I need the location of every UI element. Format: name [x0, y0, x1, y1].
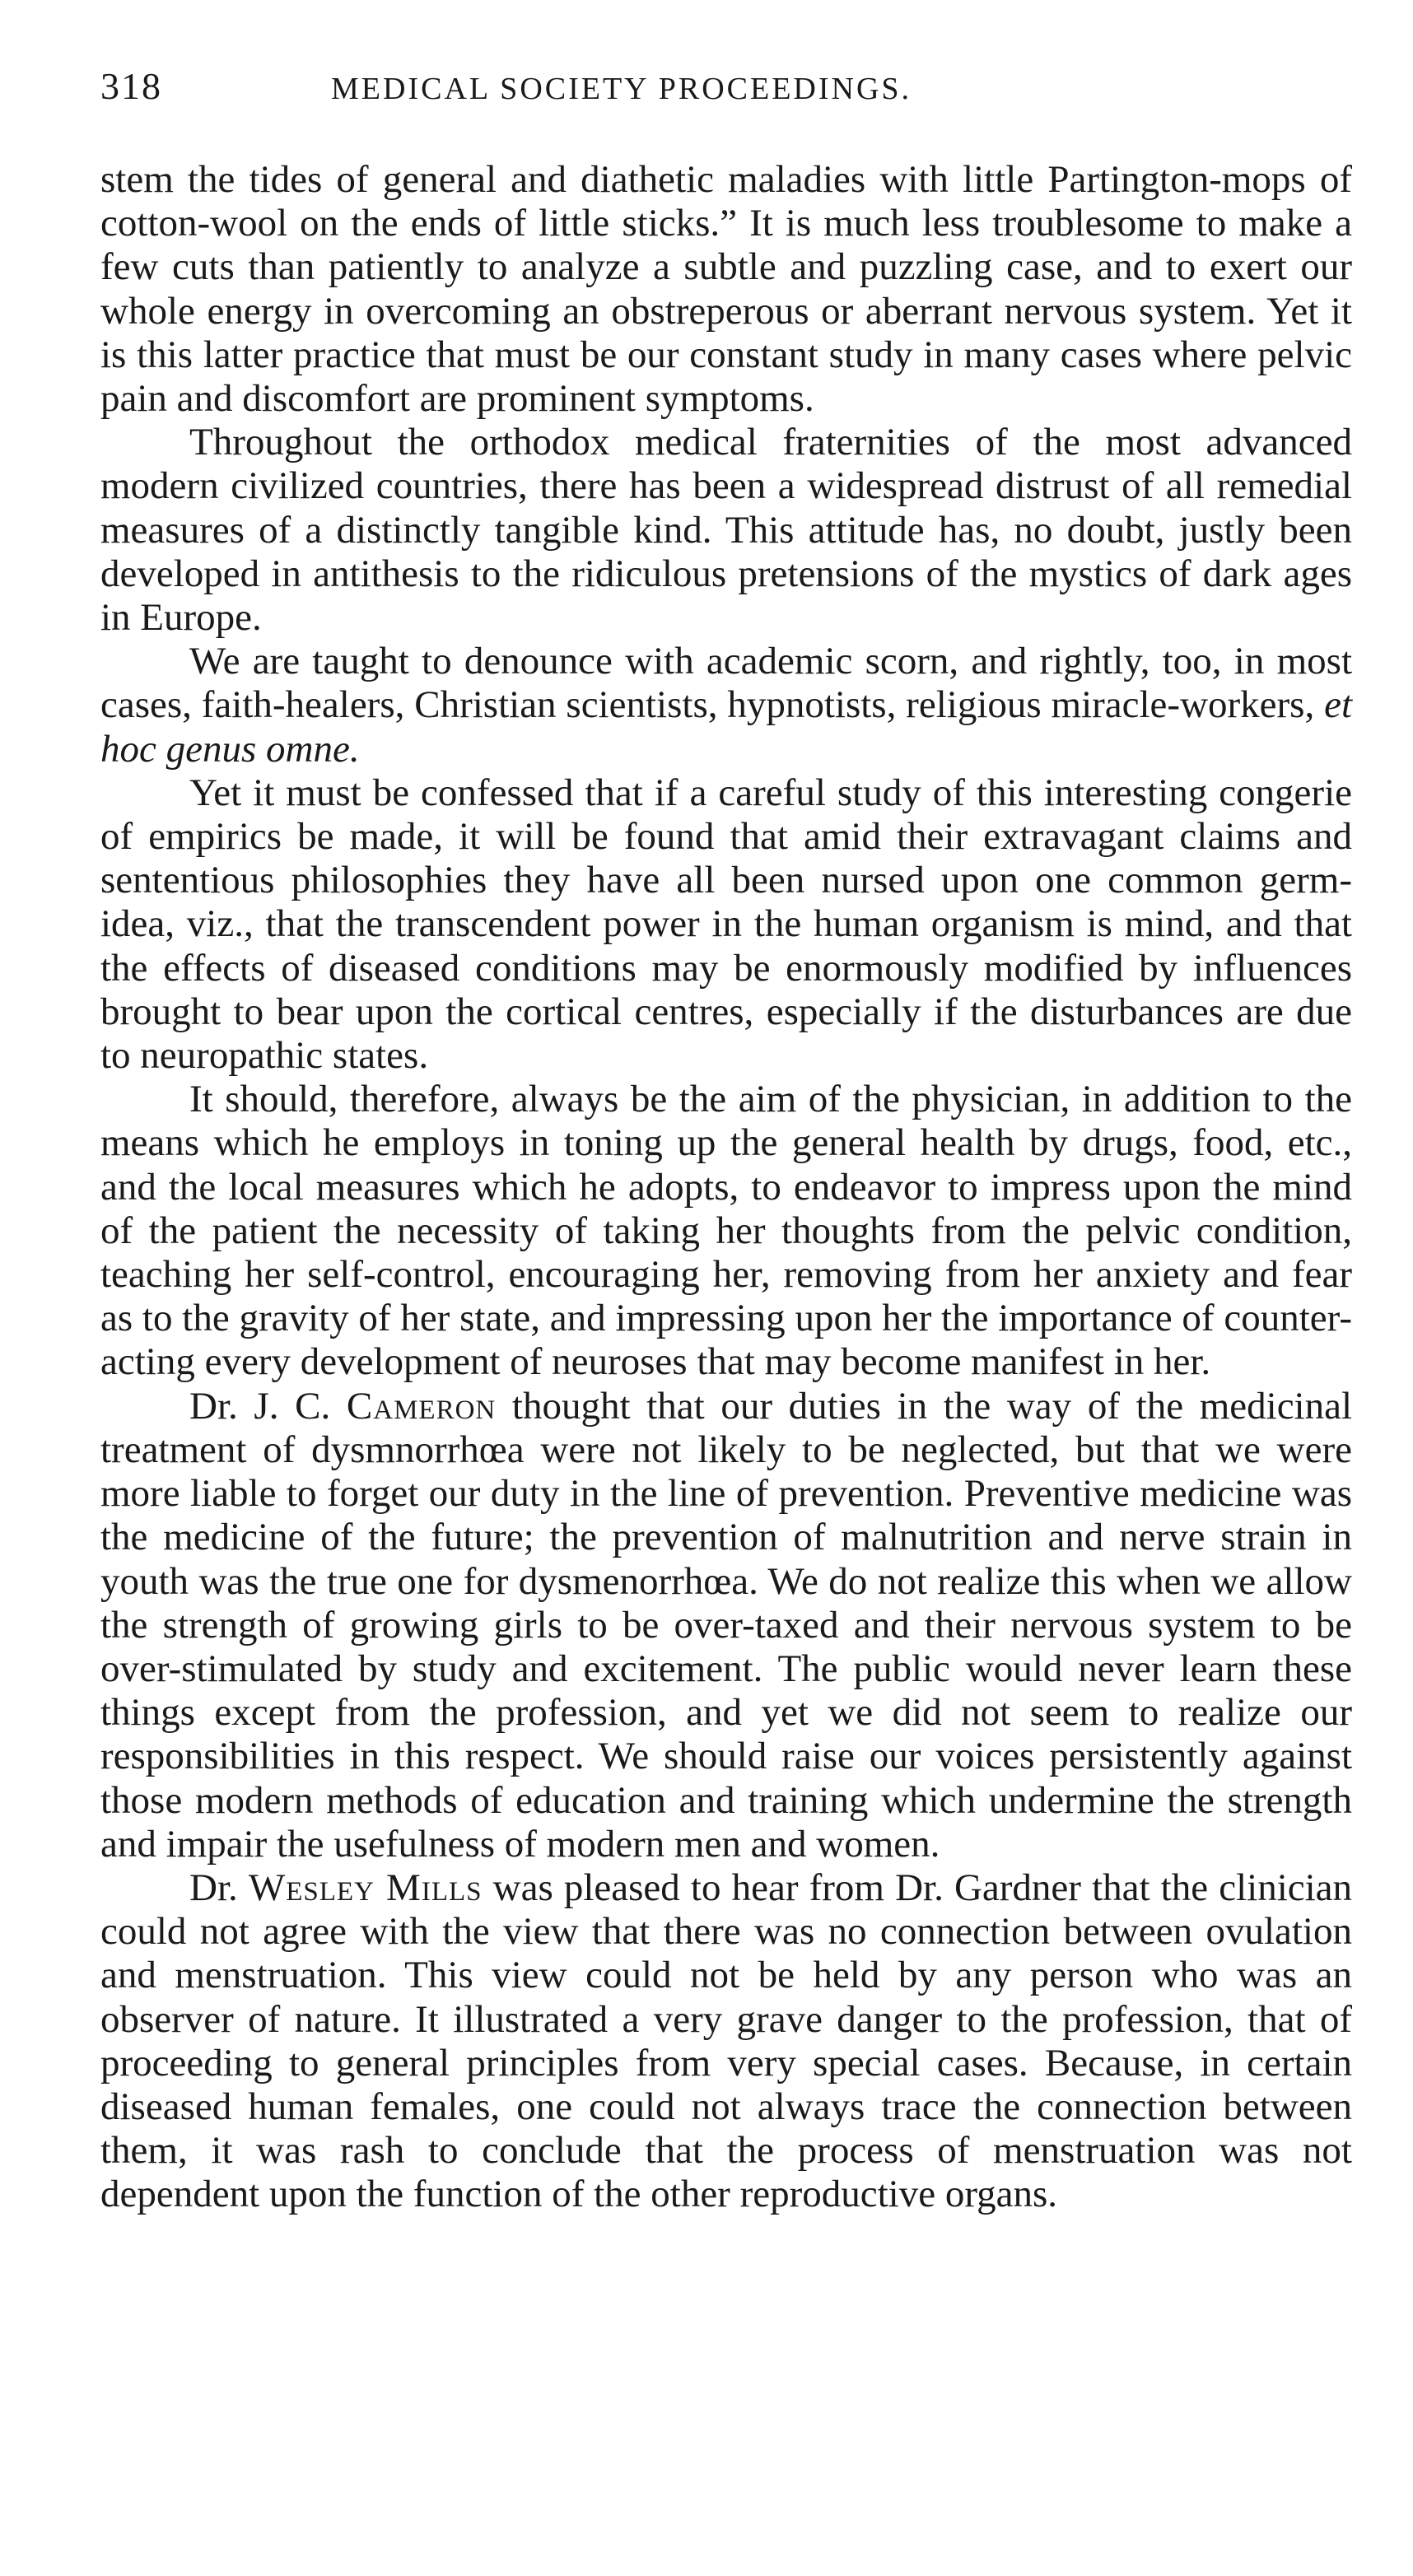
- paragraph-academic-scorn: [100, 640, 1352, 771]
- paragraph-wesley-mills: [100, 1866, 1352, 2217]
- paragraph-text: was pleased to hear from Dr. Gardner that the clinician could not agree with the view that there was no connection between ovulation and menstruation. This view could not be held by any person who was an observer of nature. It illustrated a very grave danger to the profession, that of proceeding to general principles from very special cases. Because, in certain diseased human females, one could not always trace the connection between them, it was rash to conclude that the process of menstruation was not dependent upon the function of the other reproductive organs.: [100, 1866, 1353, 2216]
- paragraph-text: Throughout the orthodox medical fraternities of the most advanced modern civilized countries, there has been a widespread distrust of all remedial measures of a distinctly tangible kind. This attitude has, no doubt, justly been developed in antithesis to the ridiculous pretensions of the mystics of dark ages in Europe.: [100, 421, 1352, 640]
- paragraph-physician-aim: [100, 1078, 1352, 1384]
- paragraph-text: It should, therefore, always be the aim of the physician, in addition to the means which he employs in toning up the general health by drugs, food, etc., and the local measures which he adopts, to endeavor to impress upon the mind of the patient the necessity of taking her thoughts from the pelvic condition, teaching her self-control, encouraging her, removing from her anxiety and fear as to the gravity of her state, and impressing upon her the importance of counter-acting every development of neuroses that may become manifest in her.: [100, 1078, 1352, 1384]
- paragraph-text: stem the tides of general and diathetic maladies with little Partington-mops of cotton-wool on the ends of little sticks.” It is much less troublesome to make a few cuts than patiently to analyze a subtle and puzzling case, and to exert our whole energy in overcoming an obstreperous or aberrant nervous system. Yet it is this latter practice that must be our constant study in many cases where pelvic pain and discomfort are prominent symptoms.: [100, 158, 1352, 421]
- paragraph-continuation: [100, 158, 1352, 421]
- latin-phrase: et hoc genus omne.: [100, 683, 1352, 771]
- page-number: 318: [100, 65, 162, 107]
- paragraph-empirics: [100, 771, 1352, 1078]
- speaker-name: Wesley Mills: [248, 1866, 483, 1909]
- paragraph-text: thought that our duties in the way of the medicinal treatment of dysmnorrhœa were not likely to be neglected, but that we were more liable to forget our duty in the line of prevention. Preventive medicine was the medicine of the future; the prevention of malnutrition and nerve strain in youth was the true one for dysmenorrhœa. We do not realize this when we allow the strength of growing girls to be over-taxed and their nervous system to be over-stimulated by study and excitement. The public would never learn these things except from the profession, and yet we did not seem to realize our responsibilities in this respect. We should raise our voices persistently against those modern methods of education and training which undermine the strength and impair the usefulness of modern men and women.: [100, 1384, 1353, 1866]
- speaker-name: Cameron: [346, 1384, 497, 1428]
- paragraph-cameron: [100, 1385, 1352, 1866]
- paragraph-text: Yet it must be confessed that if a careful study of this interesting congerie of empirics be made, it will be found that amid their extravagant claims and sententious philosophies they have all been nursed upon one common germ-idea, viz., that the transcendent power in the human organism is mind, and that the effects of diseased conditions may be enormously modified by influences brought to bear upon the cortical centres, especially if the disturbances are due to neuropathic states.: [100, 771, 1352, 1078]
- body-text: [100, 158, 1352, 2217]
- running-title: MEDICAL SOCIETY PROCEEDINGS.: [331, 72, 912, 106]
- speaker-prefix: Dr. J. C.: [189, 1384, 331, 1428]
- page-header: [100, 64, 1350, 130]
- paragraph-text: We are taught to denounce with academic scorn, and rightly, too, in most cases, faith-healers, Christian scientists, hypnotists, religious miracle-workers,: [100, 640, 1352, 727]
- speaker-prefix: Dr.: [189, 1866, 238, 1909]
- paragraph-orthodox-fraternities: [100, 421, 1352, 640]
